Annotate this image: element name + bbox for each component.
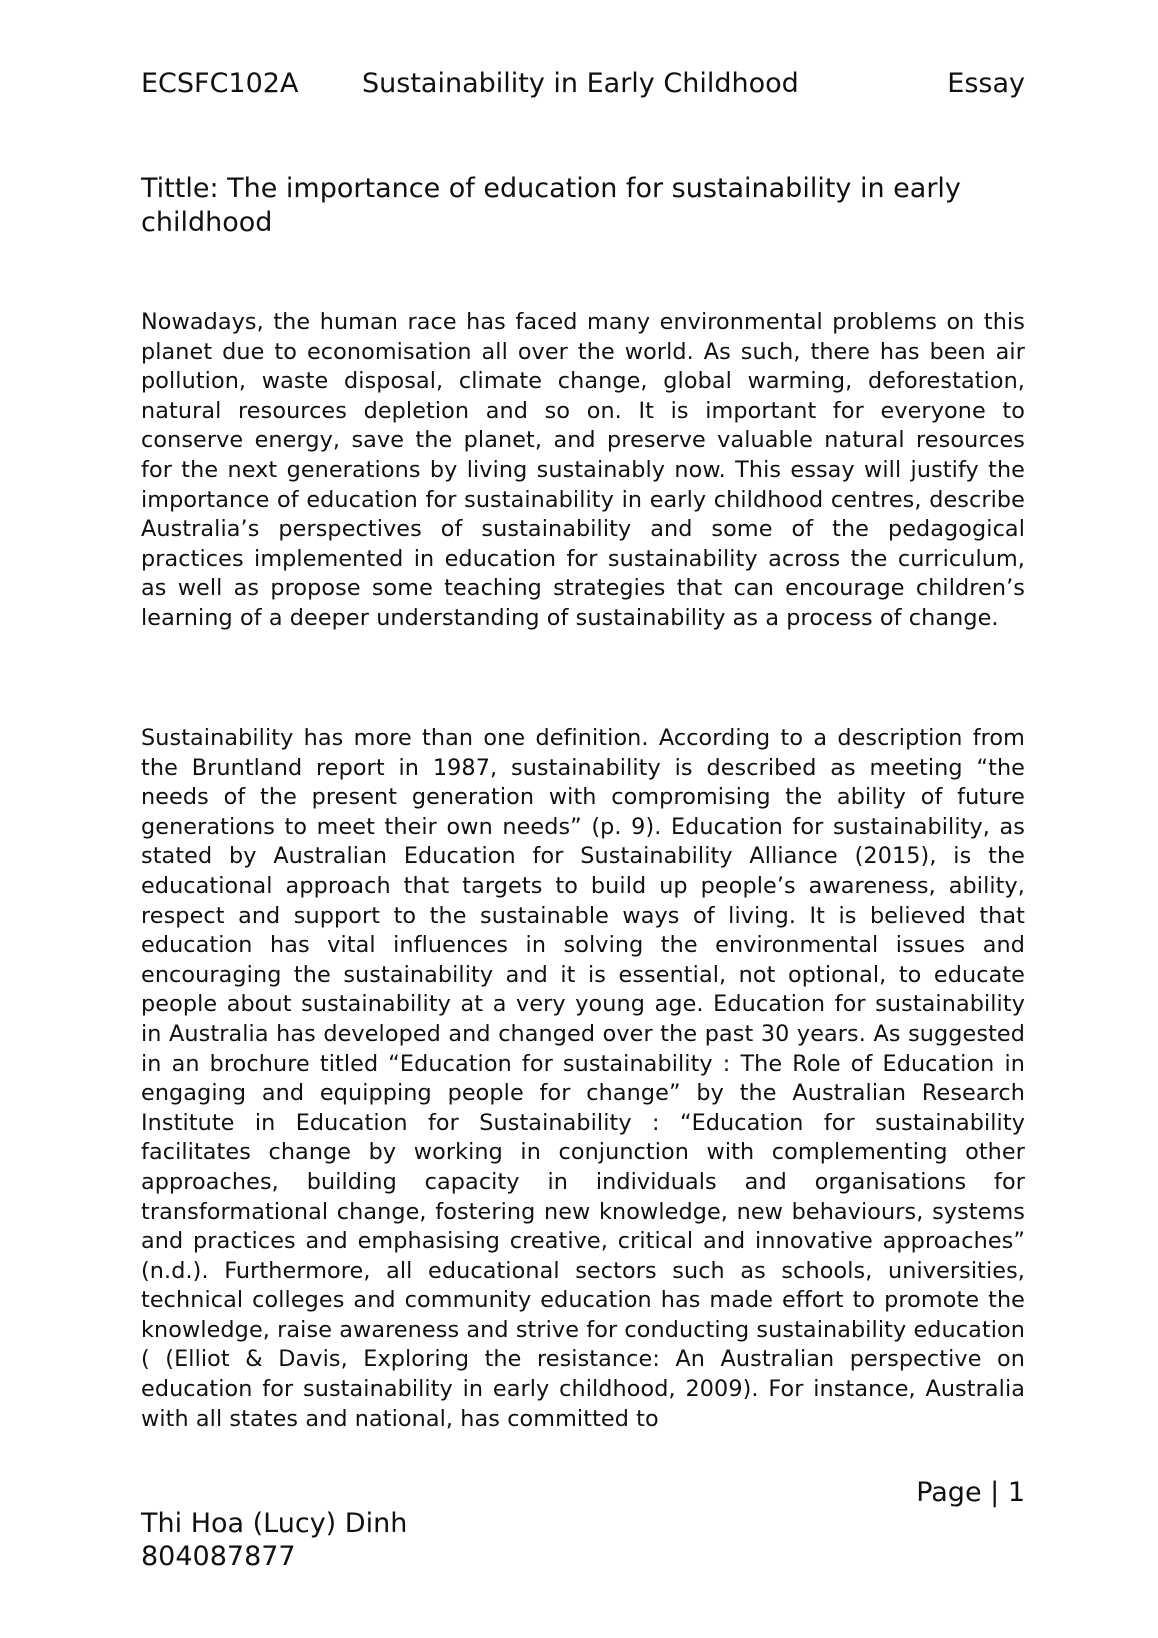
course-code: ECSFC102A	[141, 68, 299, 99]
student-id: 804087877	[141, 1541, 296, 1572]
essay-title: Tittle: The importance of education for sustainability in early childhood	[141, 173, 961, 238]
paragraph-definition: Sustainability has more than one definition. According to a description from the Bruntland report in 1987, sustainability is described as meeting “the needs of the present generation with compromising the ability of future generations to meet their own needs” (p. 9). Education for sustainability, as stated by Australian Education for Sustainability Alliance (2015), is the educational approach that targets to build up people’s awareness, ability, respect and support to the sustainable ways of living. It is believed that education has vital influences in solving the environmental issues and encouraging the sustainability and it is essential, not optional, to educate people about sustainability at a very young age. Education for sustainability in Australia has developed and changed over the past 30 years. As suggested in an brochure titled “Education for sustainability : The Role of Education in engaging and equipping people for change” by the Australian Research Institute in Education for Sustainability : “Education for sustainability facilitates change by working in conjunction with complementing other approaches, building capacity in individuals and organisations for transformational change, fostering new knowledge, new behaviours, systems and practices and emphasising creative, critical and innovative approaches” (n.d.). Furthermore, all educational sectors such as schools, universities, technical colleges and community education has made effort to promote the knowledge, raise awareness and strive for conducting sustainability education ( (Elliot & Davis, Exploring the resistance: An Australian perspective on education for sustainability in early childhood, 2009). For instance, Australia with all states and national, has committed to	[141, 725, 1025, 1432]
paragraph-intro: Nowadays, the human race has faced many environmental problems on this planet due to economisation all over the world. As such, there has been air pollution, waste disposal, climate change, global warming, deforestation, natural resources depletion and so on. It is important for everyone to conserve energy, save the planet, and preserve valuable natural resources for the next generations by living sustainably now. This essay will justify the importance of education for sustainability in early childhood centres, describe Australia’s perspectives of sustainability and some of the pedagogical practices implemented in education for sustainability across the curriculum, as well as propose some teaching strategies that can encourage children’s learning of a deeper understanding of sustainability as a process of change.	[141, 309, 1025, 631]
page-footer	[141, 1507, 407, 1573]
course-name: Sustainability in Early Childhood	[362, 68, 799, 99]
document-type: Essay	[947, 68, 1025, 99]
page-number: Page | 1	[916, 1477, 1025, 1508]
author-name: Thi Hoa (Lucy) Dinh	[141, 1508, 408, 1539]
page-header	[141, 64, 1025, 104]
